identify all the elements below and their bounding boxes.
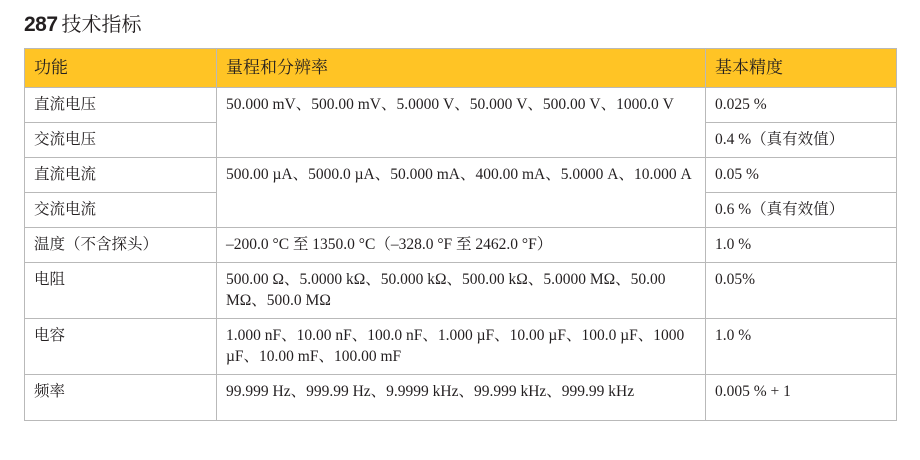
column-header-function: 功能: [25, 49, 217, 88]
cell-range: 99.999 Hz、999.99 Hz、9.9999 kHz、99.999 kHz、999.99 kHz: [217, 375, 706, 421]
cell-accuracy: 0.6 %（真有效值）: [706, 193, 897, 228]
page-title: [24, 12, 142, 38]
cell-function: 电容: [25, 319, 217, 375]
column-header-range: 量程和分辨率: [217, 49, 706, 88]
cell-accuracy: 0.005 % + 1: [706, 375, 897, 421]
cell-range: –200.0 °C 至 1350.0 °C（–328.0 °F 至 2462.0 °F）: [217, 228, 706, 263]
model-number: 287: [24, 13, 58, 36]
table-header: [25, 49, 897, 88]
cell-function: 直流电流: [25, 158, 217, 193]
table-row: [25, 158, 897, 193]
cell-range: 1.000 nF、10.00 nF、100.0 nF、1.000 µF、10.00 µF、100.0 µF、1000 µF、10.00 mF、100.00 mF: [217, 319, 706, 375]
cell-function: 温度（不含探头）: [25, 228, 217, 263]
table-body: [25, 88, 897, 421]
table-row: [25, 88, 897, 123]
cell-function: 电阻: [25, 263, 217, 319]
cell-accuracy: 1.0 %: [706, 228, 897, 263]
table-row: [25, 375, 897, 421]
cell-range: 50.000 mV、500.00 mV、5.0000 V、50.000 V、500.00 V、1000.0 V: [217, 88, 706, 158]
cell-accuracy: 0.4 %（真有效值）: [706, 123, 897, 158]
page-title-text: 技术指标: [61, 14, 142, 36]
table-row: [25, 263, 897, 319]
cell-range: 500.00 Ω、5.0000 kΩ、50.000 kΩ、500.00 kΩ、5.0000 MΩ、50.00 MΩ、500.0 MΩ: [217, 263, 706, 319]
table-row: [25, 319, 897, 375]
cell-accuracy: 0.05%: [706, 263, 897, 319]
cell-function: 直流电压: [25, 88, 217, 123]
cell-accuracy: 0.05 %: [706, 158, 897, 193]
table-header-row: [25, 49, 897, 88]
cell-function: 交流电压: [25, 123, 217, 158]
cell-accuracy: 1.0 %: [706, 319, 897, 375]
cell-function: 频率: [25, 375, 217, 421]
cell-function: 交流电流: [25, 193, 217, 228]
specifications-table: [24, 48, 897, 421]
table-row: [25, 228, 897, 263]
column-header-accuracy: 基本精度: [706, 49, 897, 88]
cell-accuracy: 0.025 %: [706, 88, 897, 123]
cell-range: 500.00 µA、5000.0 µA、50.000 mA、400.00 mA、5.0000 A、10.000 A: [217, 158, 706, 228]
